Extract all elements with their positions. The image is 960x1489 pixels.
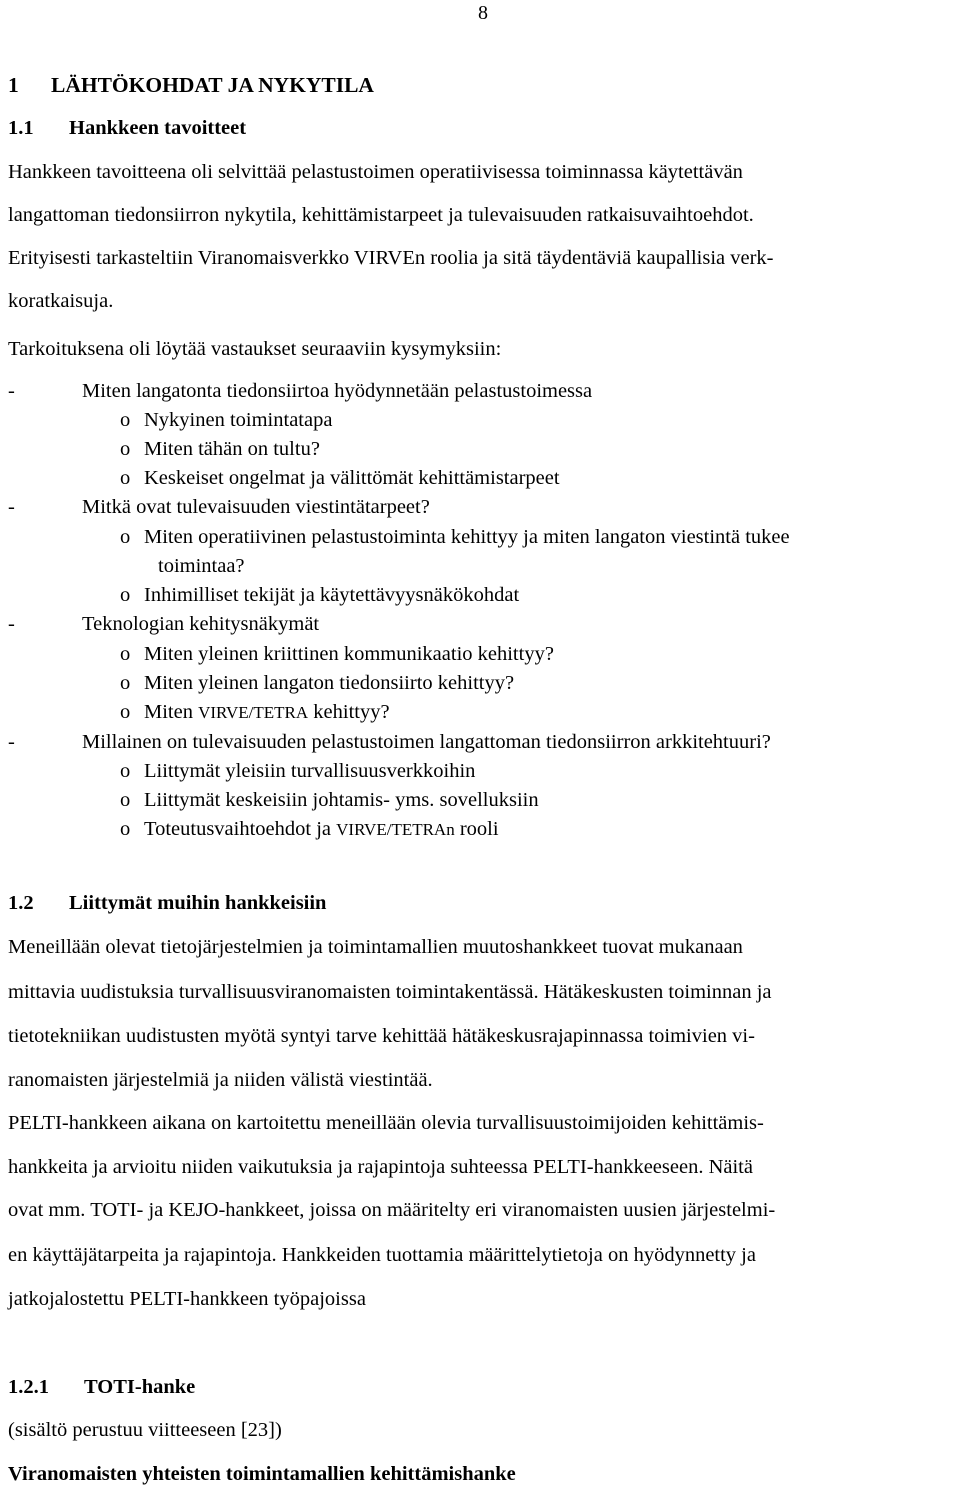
sub-list-item: Inhimilliset tekijät ja käytettävyysnäkökohdat	[144, 584, 520, 606]
paragraph-line: en käyttäjätarpeita ja rajapintoja. Hankkeiden tuottamia määrittelytietoja on hyödynnetty ja	[8, 1244, 756, 1266]
bold-subheading: Viranomaisten yhteisten toimintamallien kehittämishanke	[8, 1463, 516, 1485]
sub-list-item: Nykyinen toimintatapa	[144, 409, 333, 431]
paragraph-line: koratkaisuja.	[8, 290, 114, 312]
sub-list-item-text: Miten	[144, 701, 193, 723]
paragraph-line: mittavia uudistuksia turvallisuusviranomaisten toimintakentässä. Hätäkeskusten toiminnan ja	[8, 981, 772, 1003]
sub-list-item-text: rooli	[459, 818, 499, 840]
paragraph-line: ovat mm. TOTI- ja KEJO-hankkeet, joissa on määritelty eri viranomaisten uusien järjestelmi-	[8, 1199, 776, 1221]
paragraph-line: jatkojalostettu PELTI-hankkeen työpajoissa	[8, 1288, 366, 1310]
sub-list-item: Miten yleinen langaton tiedonsiirto kehittyy?	[144, 672, 515, 694]
sub-bullet: o	[120, 701, 131, 723]
section-1-2-title: Liittymät muihin hankkeisiin	[69, 892, 327, 914]
sub-bullet: o	[120, 818, 131, 840]
paragraph-line: Meneillään olevat tietojärjestelmien ja toimintamallien muutoshankkeet tuovat mukanaan	[8, 936, 743, 958]
section-1-title: LÄHTÖKOHDAT JA NYKYTILA	[51, 73, 374, 97]
section-1-2-1-number: 1.2.1	[8, 1376, 49, 1398]
section-1-2-number: 1.2	[8, 892, 34, 914]
sub-list-item: Liittymät keskeisiin johtamis- yms. sovelluksiin	[144, 789, 539, 811]
paragraph-line: ranomaisten järjestelmiä ja niiden välistä viestintää.	[8, 1069, 433, 1091]
sub-list-item-small: VIRVE/TETRAn	[336, 820, 455, 839]
list-bullet: -	[8, 496, 15, 518]
sub-list-item: Miten yleinen kriittinen kommunikaatio kehittyy?	[144, 643, 554, 665]
sub-list-item-small: VIRVE/TETRA	[198, 703, 309, 722]
sub-list-item: Liittymät yleisiin turvallisuusverkkoihin	[144, 760, 476, 782]
source-note: (sisältö perustuu viitteeseen [23])	[8, 1419, 282, 1441]
sub-bullet: o	[120, 526, 131, 548]
sub-bullet: o	[120, 643, 131, 665]
sub-bullet: o	[120, 672, 131, 694]
list-bullet: -	[8, 731, 15, 753]
sub-list-item-text: kehittyy?	[313, 701, 390, 723]
list-item: Millainen on tulevaisuuden pelastustoimen langattoman tiedonsiirron arkkitehtuuri?	[82, 731, 771, 753]
section-1-1-number: 1.1	[8, 117, 34, 139]
paragraph-line: Erityisesti tarkasteltiin Viranomaisverkko VIRVEn roolia ja sitä täydentäviä kaupallisia verk-	[8, 247, 774, 269]
sub-bullet: o	[120, 584, 131, 606]
paragraph-line: PELTI-hankkeen aikana on kartoitettu meneillään olevia turvallisuustoimijoiden kehittämis-	[8, 1112, 764, 1134]
list-bullet: -	[8, 613, 15, 635]
paragraph-line: Hankkeen tavoitteena oli selvittää pelastustoimen operatiivisessa toiminnassa käytettävän	[8, 161, 743, 183]
sub-list-item	[144, 819, 499, 840]
paragraph-line: langattoman tiedonsiirron nykytila, kehittämistarpeet ja tulevaisuuden ratkaisuvaihtoehdot.	[8, 204, 754, 226]
sub-list-item: Miten operatiivinen pelastustoiminta kehittyy ja miten langaton viestintä tukee	[144, 526, 790, 548]
paragraph-line: hankkeita ja arvioitu niiden vaikutuksia ja rajapintoja suhteessa PELTI-hankkeeseen. Näitä	[8, 1156, 753, 1178]
sub-bullet: o	[120, 789, 131, 811]
sub-bullet: o	[120, 760, 131, 782]
sub-bullet: o	[120, 409, 131, 431]
sub-list-item: Keskeiset ongelmat ja välittömät kehittämistarpeet	[144, 467, 560, 489]
section-1-number: 1	[8, 73, 19, 97]
sub-bullet: o	[120, 438, 131, 460]
sub-list-item: Miten tähän on tultu?	[144, 438, 320, 460]
paragraph-line: tietotekniikan uudistusten myötä syntyi tarve kehittää hätäkeskusrajapinnassa toimivien vi-	[8, 1025, 755, 1047]
list-item: Miten langatonta tiedonsiirtoa hyödynnetään pelastustoimessa	[82, 380, 593, 402]
list-item: Teknologian kehitysnäkymät	[82, 613, 320, 635]
sub-list-item	[144, 702, 390, 723]
list-bullet: -	[8, 380, 15, 402]
paragraph-line: Tarkoituksena oli löytää vastaukset seuraaviin kysymyksiin:	[8, 338, 502, 360]
list-item: Mitkä ovat tulevaisuuden viestintätarpeet?	[82, 496, 430, 518]
section-1-1-title: Hankkeen tavoitteet	[69, 117, 247, 139]
sub-list-item-text: Toteutusvaihtoehdot ja	[144, 818, 332, 840]
sub-bullet: o	[120, 467, 131, 489]
sub-list-item-continued: toimintaa?	[158, 555, 245, 577]
page-number: 8	[478, 2, 488, 24]
section-1-2-1-title: TOTI-hanke	[84, 1376, 196, 1398]
